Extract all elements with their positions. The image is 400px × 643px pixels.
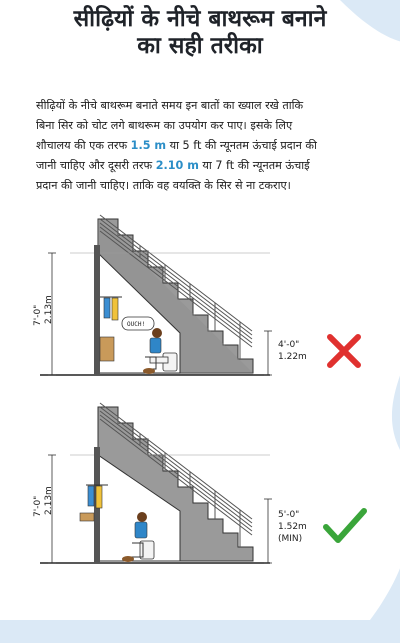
page-title xyxy=(0,6,400,60)
description-text: या 5 ft की न्यूनतम ऊंचाई प्रदान की xyxy=(166,139,317,152)
speech-ouch: OUCH! xyxy=(127,321,146,328)
description-text: शौचालय की एक तरफ xyxy=(36,139,131,152)
description xyxy=(36,96,366,196)
highlight-2-10m: 2.10 m xyxy=(155,159,199,172)
description-text: या 7 ft की न्यूनतम ऊंचाई xyxy=(198,159,310,172)
description-line-5: प्रदान की जानी चाहिए। ताकि वह वयक्ति के सिर से ना टकराए। xyxy=(36,179,291,192)
illustration-wrong xyxy=(0,205,400,395)
right-height-m: 1.52m xyxy=(278,522,307,532)
right-height-ft: 5'-0" xyxy=(278,510,300,520)
right-height-ft: 4'-0" xyxy=(278,340,300,350)
green-check-icon xyxy=(326,511,364,540)
highlight-1-5m: 1.5 m xyxy=(130,139,167,152)
description-text: जानी चाहिए और दूसरी तरफ xyxy=(36,159,156,172)
description-line-4 xyxy=(36,156,366,176)
left-height-m: 2.13m xyxy=(44,295,54,324)
left-height-ft: 7'-0" xyxy=(33,495,43,517)
description-line-3 xyxy=(36,136,366,156)
right-height-note: (MIN) xyxy=(278,534,303,544)
illustration-correct xyxy=(0,393,400,583)
description-line-1: सीढ़ियों के नीचे बाथरूम बनाते समय इन बातों का ख्याल रखे ताकि xyxy=(36,99,304,112)
title-line-2: का सही तरीका xyxy=(137,33,263,59)
left-height-ft: 7'-0" xyxy=(33,304,43,326)
red-cross-icon xyxy=(330,337,358,365)
title-line-1: सीढ़ियों के नीचे बाथरूम बनाने xyxy=(73,6,327,32)
right-height-m: 1.22m xyxy=(278,352,307,362)
left-height-m: 2.13m xyxy=(44,486,54,515)
description-line-2: बिना सिर को चोट लगे बाथरूम का उपयोग कर पाए। इसके लिए xyxy=(36,119,293,132)
